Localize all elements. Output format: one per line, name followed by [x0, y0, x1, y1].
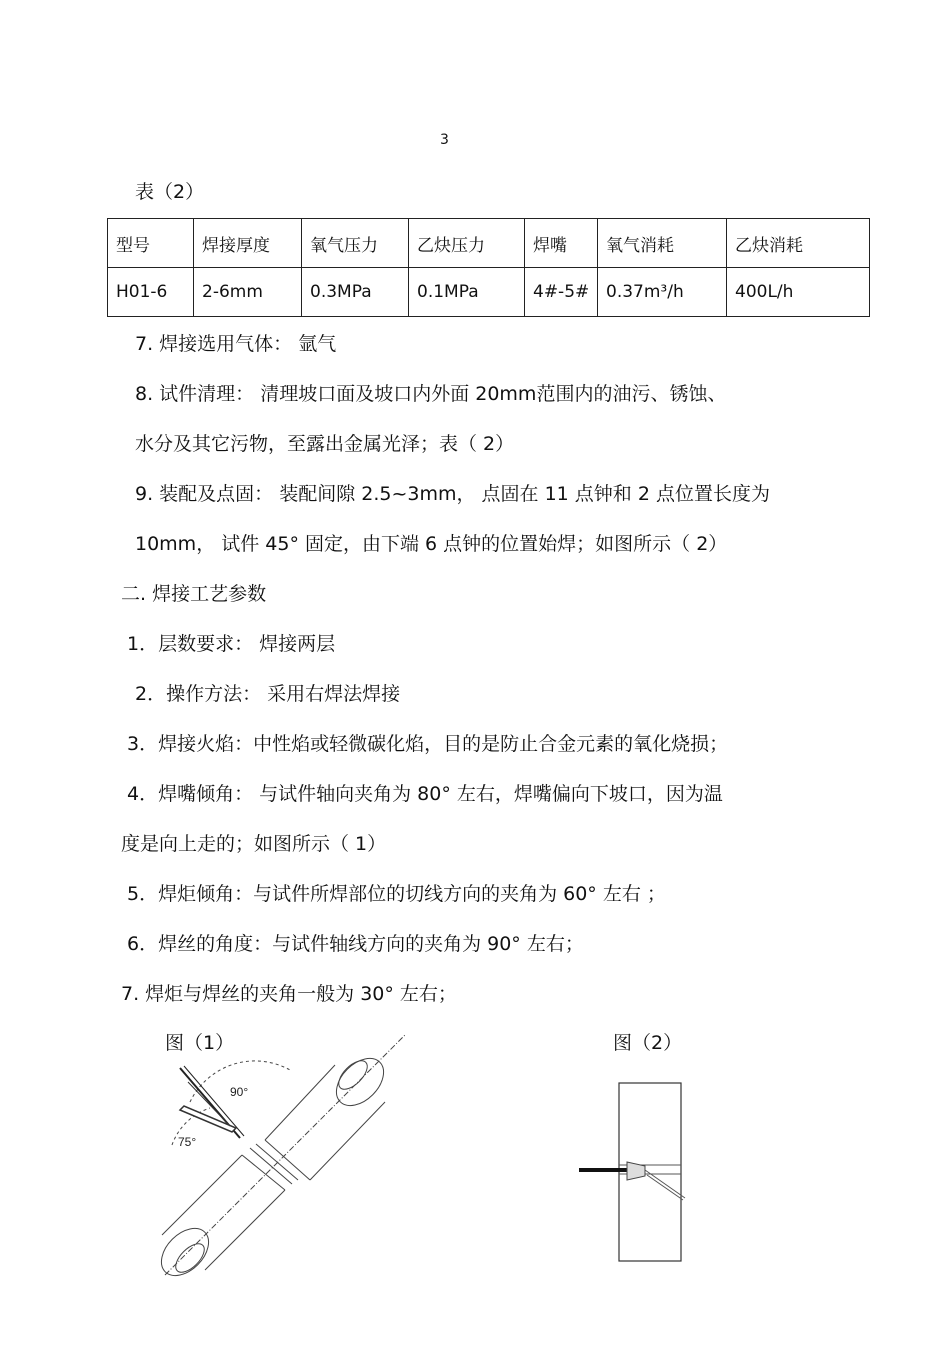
- paragraph: 8. 试件清理： 清理坡口面及坡口内外面 20mm范围内的油污、锈蚀、: [135, 383, 727, 405]
- header-cell: 焊接厚度: [194, 219, 302, 268]
- header-cell: 氧气压力: [302, 219, 409, 268]
- table-cell: 0.37m³/h: [598, 268, 727, 317]
- paragraph: 2．操作方法： 采用右焊法焊接: [135, 683, 401, 705]
- paragraph: 4．焊嘴倾角： 与试件轴向夹角为 80° 左右，焊嘴偏向下坡口，因为温: [127, 783, 723, 805]
- paragraph: 水分及其它污物，至露出金属光泽；表（ 2）: [135, 433, 515, 455]
- table-cell: 2-6mm: [194, 268, 302, 317]
- figure-1-pipe-diagram: [150, 1030, 420, 1285]
- paragraph: 9. 装配及点固： 装配间隙 2.5~3mm， 点固在 11 点钟和 2 点位置长度为: [135, 483, 770, 505]
- table-cell: 400L/h: [727, 268, 870, 317]
- table-cell: 0.3MPa: [302, 268, 409, 317]
- header-cell: 乙炔消耗: [727, 219, 870, 268]
- paragraph: 10mm， 试件 45° 固定，由下端 6 点钟的位置始焊；如图所示（ 2）: [135, 533, 728, 555]
- figure-1-caption: 图（1）: [165, 1032, 235, 1054]
- table-cell: 0.1MPa: [409, 268, 525, 317]
- paragraph: 7. 焊炬与焊丝的夹角一般为 30° 左右；: [121, 983, 457, 1005]
- header-cell: 氧气消耗: [598, 219, 727, 268]
- paragraph: 6．焊丝的角度：与试件轴线方向的夹角为 90° 左右；: [127, 933, 584, 955]
- section-heading: 二. 焊接工艺参数: [121, 583, 267, 605]
- angle-label-75: 75°: [178, 1135, 197, 1149]
- figure-2-caption: 图（2）: [613, 1032, 683, 1054]
- table-header-row: [108, 219, 870, 268]
- figure-2-plate-diagram: [575, 1080, 695, 1265]
- table-cell: 4#-5#: [525, 268, 598, 317]
- paragraph: 度是向上走的；如图所示（ 1）: [121, 833, 387, 855]
- paragraph: 7. 焊接选用气体： 氩气: [135, 333, 337, 355]
- header-cell: 型号: [108, 219, 194, 268]
- table-row: [108, 268, 870, 317]
- header-cell: 乙炔压力: [409, 219, 525, 268]
- paragraph: 3．焊接火焰：中性焰或轻微碳化焰，目的是防止合金元素的氧化烧损；: [127, 733, 729, 755]
- table-caption: 表（2）: [135, 181, 205, 203]
- paragraph: 1．层数要求： 焊接两层: [127, 633, 336, 655]
- page-number: 3: [440, 132, 449, 148]
- welding-params-table: [107, 218, 870, 317]
- paragraph: 5．焊炬倾角：与试件所焊部位的切线方向的夹角为 60° 左右 ；: [127, 883, 666, 905]
- table-cell: H01-6: [108, 268, 194, 317]
- angle-label-90: 90°: [230, 1085, 249, 1099]
- header-cell: 焊嘴: [525, 219, 598, 268]
